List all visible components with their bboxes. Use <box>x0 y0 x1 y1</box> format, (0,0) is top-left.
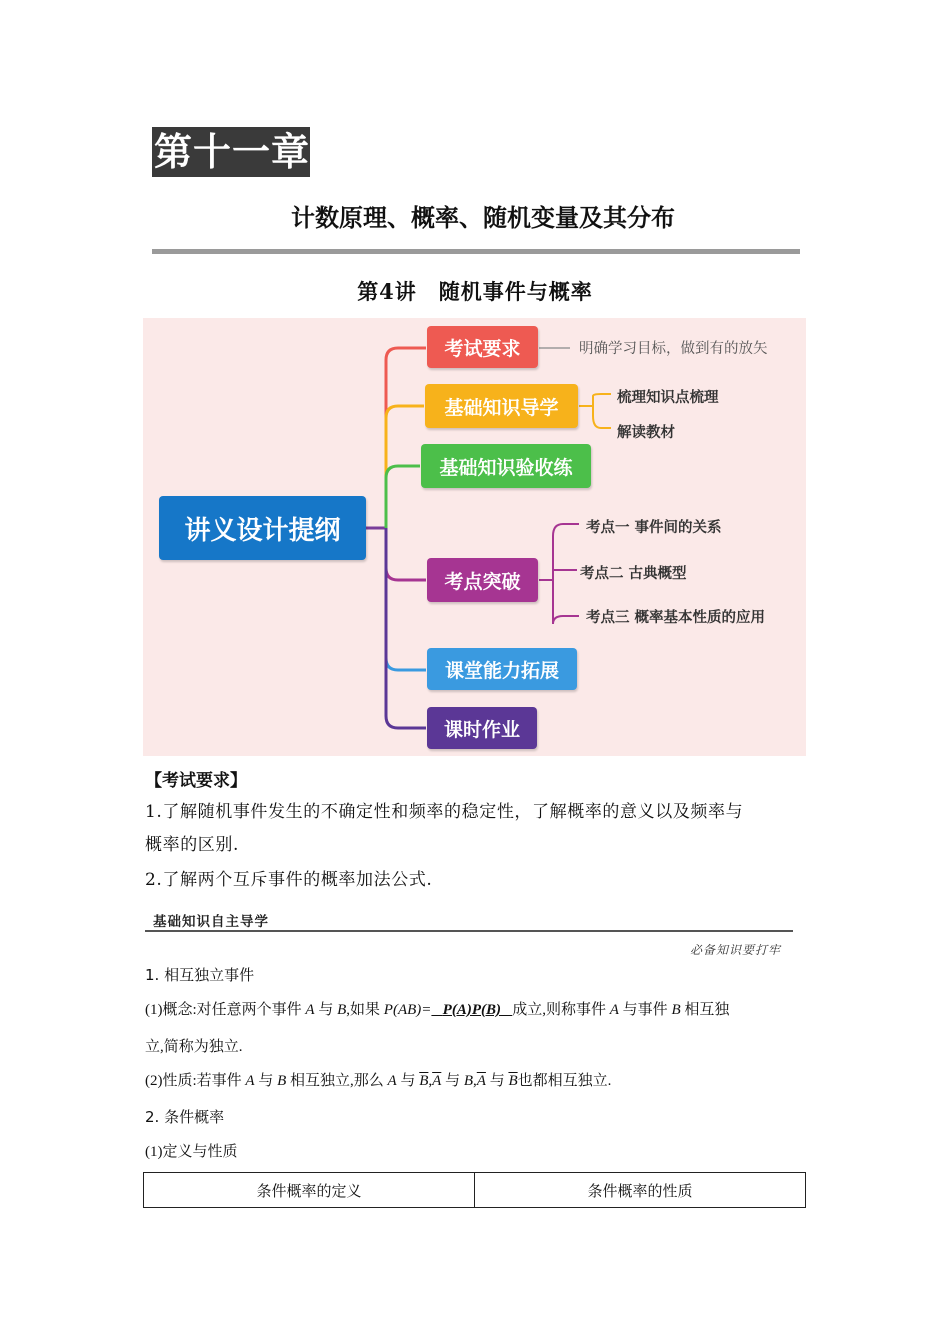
text: 与 <box>254 1073 278 1089</box>
text: 成立,则称事件 <box>512 1002 610 1018</box>
conditional-probability-table <box>143 1172 806 1208</box>
var-a: A <box>305 1002 315 1018</box>
mindmap-root: 讲义设计提纲 <box>159 496 366 560</box>
chapter-title: 计数原理、概率、随机变量及其分布 <box>291 204 675 232</box>
var-a: A <box>387 1073 397 1089</box>
answer-blank-value: P(A)P(B) <box>442 1002 501 1018</box>
formula-pab: P(AB)= <box>383 1002 432 1018</box>
text: , <box>428 1073 433 1089</box>
mindmap-leaf-guide-1: 梳理知识点梳理 <box>617 390 719 406</box>
conditional-probability-heading: 2. 条件概率 <box>145 1108 225 1126</box>
text: (2)性质:若事件 <box>145 1073 246 1089</box>
title-divider <box>152 249 800 254</box>
independent-events-heading: 1. 相互独立事件 <box>145 966 255 984</box>
section-banner-rule <box>145 930 793 932</box>
mindmap-branch-guide: 基础知识导学 <box>425 384 578 428</box>
section-banner-label: 基础知识自主导学 <box>153 914 269 930</box>
mindmap-branch-exam: 考试要求 <box>427 326 538 368</box>
exam-requirement-1-line1: 1.了解随机事件发生的不确定性和频率的稳定性，了解概率的意义以及频率与 <box>145 802 744 822</box>
independence-property <box>145 1069 611 1090</box>
var-b-complement: $\overline{B}$ <box>508 1073 518 1089</box>
lecture-title: 第4讲 随机事件与概率 <box>357 279 593 304</box>
exam-requirements-heading: 【考试要求】 <box>145 771 247 791</box>
mindmap-leaf-keypoint-2: 考点二 古典概型 <box>580 566 687 582</box>
text: 与 <box>396 1073 420 1089</box>
var-b: B <box>337 1002 347 1018</box>
mindmap-branch-homework: 课时作业 <box>427 707 537 749</box>
var-a: A <box>245 1073 255 1089</box>
var-b-complement: $\overline{B}$ <box>419 1073 429 1089</box>
var-a: A <box>609 1002 619 1018</box>
text: 与 <box>441 1073 464 1089</box>
exam-requirement-2: 2.了解两个互斥事件的概率加法公式. <box>145 870 433 890</box>
answer-blank <box>431 1002 512 1018</box>
outline-mindmap <box>143 318 806 756</box>
mindmap-branch-extension: 课堂能力拓展 <box>427 648 577 690</box>
mindmap-branch-practice: 基础知识验收练 <box>421 444 591 488</box>
mindmap-leaf-guide-2: 解读教材 <box>617 425 675 441</box>
definition-subheading: (1)定义与性质 <box>145 1144 238 1160</box>
text: 相互独立,那么 <box>286 1073 388 1089</box>
table-header-property: 条件概率的性质 <box>474 1173 805 1207</box>
exam-requirement-1-line2: 概率的区别. <box>145 835 240 855</box>
var-b: B <box>463 1073 474 1089</box>
exam-requirement-1 <box>145 796 810 862</box>
mindmap-leaf-keypoint-1: 考点一 事件间的关系 <box>586 520 722 536</box>
independence-concept-line2: 立,简称为独立. <box>145 1039 243 1055</box>
section-note: 必备知识要打牢 <box>690 943 782 957</box>
text: 与 <box>314 1002 338 1018</box>
table-header-definition: 条件概率的定义 <box>256 1181 362 1200</box>
var-b: B <box>277 1073 287 1089</box>
independence-concept <box>145 998 729 1019</box>
mindmap-branch-keypoints: 考点突破 <box>427 558 538 602</box>
mindmap-leaf-keypoint-3: 考点三 概率基本性质的应用 <box>586 610 766 626</box>
text: ,如果 <box>346 1002 384 1018</box>
chapter-badge: 第十一章 <box>152 127 310 177</box>
text: (1)概念:对任意两个事件 <box>145 1002 306 1018</box>
var-a-complement: $\overline{A}$ <box>432 1073 442 1089</box>
mindmap-note-exam: 明确学习目标，做到有的放矢 <box>579 341 768 357</box>
text: 相互独 <box>680 1002 730 1018</box>
section-banner <box>145 910 793 934</box>
var-b: B <box>671 1002 681 1018</box>
text: 也都相互独立. <box>517 1073 612 1089</box>
text: , <box>473 1073 477 1089</box>
text: 与事件 <box>618 1002 672 1018</box>
var-a-complement: $\overline{A}$ <box>476 1073 486 1089</box>
text: 与 <box>485 1073 509 1089</box>
